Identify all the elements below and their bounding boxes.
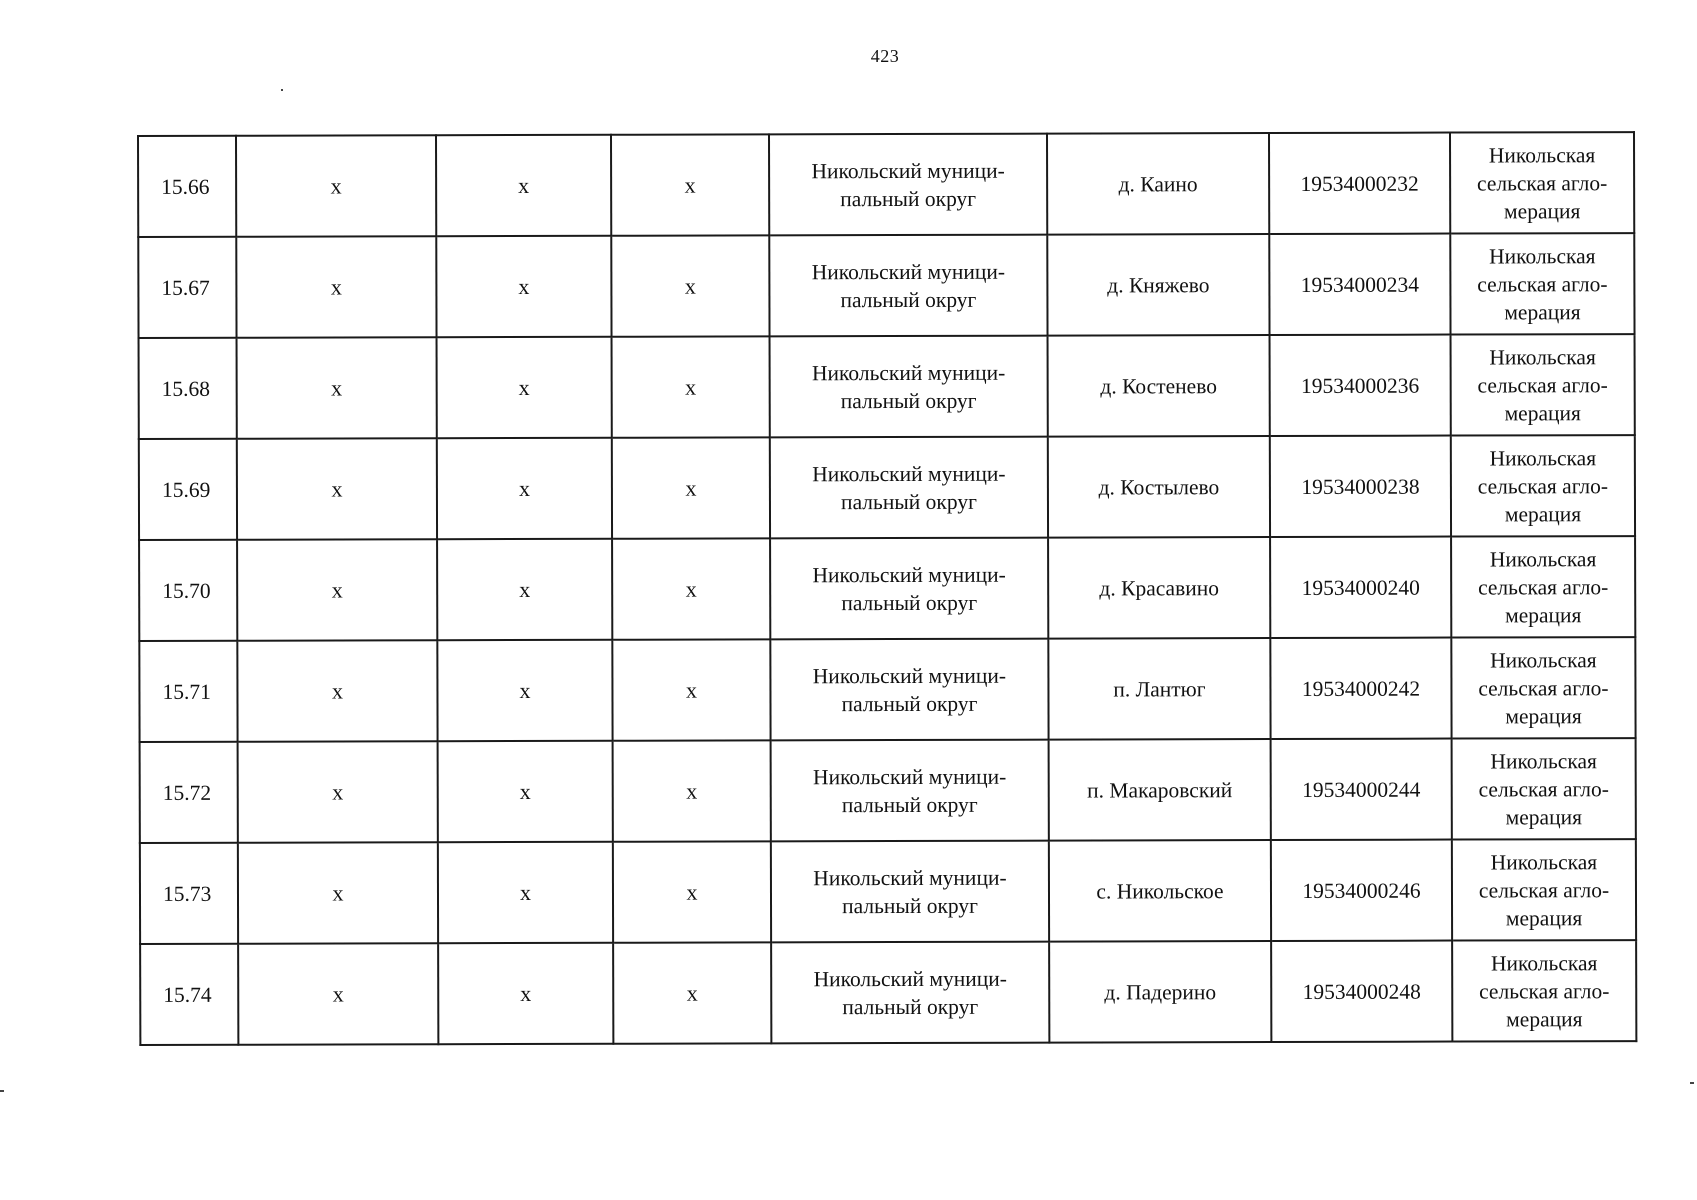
table-row — [138, 132, 1634, 237]
agglomeration-line: сельская агло- — [1477, 372, 1608, 397]
district-cell — [771, 740, 1049, 842]
agglomeration-line: Никольская — [1490, 849, 1598, 874]
district-line: пальный округ — [842, 994, 979, 1019]
x-mark-cell: x — [612, 437, 770, 538]
district-line: пальный округ — [840, 287, 977, 312]
x-mark-cell: x — [611, 134, 769, 235]
district-line: пальный округ — [841, 792, 978, 817]
x-mark-cell: x — [237, 438, 437, 540]
x-mark-cell: x — [238, 741, 438, 843]
table-row — [139, 637, 1635, 742]
district-line: Никольский муници- — [812, 562, 1006, 587]
district-line: Никольский муници- — [811, 360, 1006, 385]
x-mark-cell: x — [438, 943, 613, 1044]
x-mark-cell: x — [613, 740, 771, 841]
row-number-cell: 15.68 — [139, 338, 237, 439]
row-number-cell: 15.70 — [139, 540, 237, 641]
district-line: Никольский муници- — [813, 865, 1007, 890]
agglomeration-cell — [1452, 738, 1636, 839]
x-mark-cell: x — [438, 741, 613, 842]
district-cell — [770, 336, 1048, 438]
page-number: 423 — [870, 46, 900, 66]
agglomeration-line: сельская агло- — [1478, 877, 1610, 902]
x-mark-cell: x — [236, 236, 436, 338]
district-line: пальный округ — [840, 186, 977, 211]
table-row — [140, 839, 1636, 944]
oktmo-code-cell: 19534000232 — [1269, 133, 1450, 234]
settlement-cell: д. Костенево — [1048, 335, 1270, 437]
table-row — [140, 940, 1636, 1045]
oktmo-code-cell: 19534000238 — [1270, 436, 1451, 537]
oktmo-code-cell: 19534000246 — [1271, 840, 1452, 941]
oktmo-code-cell: 19534000242 — [1270, 638, 1451, 739]
row-number-cell: 15.67 — [138, 237, 236, 338]
agglomeration-cell — [1452, 839, 1636, 940]
agglomeration-line: Никольская — [1490, 748, 1597, 773]
x-mark-cell: x — [613, 841, 771, 942]
x-mark-cell: x — [437, 640, 612, 741]
district-line: пальный округ — [842, 893, 978, 918]
district-line: Никольский муници- — [812, 764, 1007, 789]
row-number-cell: 15.72 — [140, 742, 238, 843]
agglomeration-cell — [1451, 334, 1635, 435]
district-line: Никольский муници- — [811, 259, 1006, 284]
table-row — [139, 334, 1635, 439]
oktmo-code-cell: 19534000240 — [1270, 537, 1451, 638]
x-mark-cell: x — [613, 942, 771, 1043]
settlement-cell: п. Лантюг — [1048, 638, 1270, 740]
row-number-cell: 15.69 — [139, 439, 237, 540]
agglomeration-line: сельская агло- — [1479, 978, 1610, 1003]
agglomeration-line: мерация — [1505, 905, 1583, 930]
district-cell — [771, 942, 1049, 1044]
agglomeration-line: мерация — [1504, 198, 1581, 223]
x-mark-cell: x — [236, 135, 436, 237]
agglomeration-line: мерация — [1504, 400, 1581, 425]
scan-speck — [1690, 1082, 1694, 1084]
row-number-cell: 15.74 — [140, 944, 238, 1045]
agglomeration-cell — [1450, 233, 1634, 334]
row-number-cell: 15.66 — [138, 136, 236, 237]
row-number-cell: 15.71 — [139, 641, 237, 742]
district-line: Никольский муници- — [812, 461, 1006, 486]
district-line: пальный округ — [841, 489, 977, 514]
oktmo-code-cell: 19534000244 — [1271, 739, 1452, 840]
district-cell — [769, 134, 1047, 236]
agglomeration-line: сельская агло- — [1477, 271, 1608, 296]
settlement-cell: д. Костылево — [1048, 436, 1270, 538]
district-cell — [770, 437, 1048, 539]
district-line: Никольский муници- — [812, 663, 1007, 688]
agglomeration-line: мерация — [1505, 703, 1582, 728]
scan-speck — [0, 1090, 4, 1092]
x-mark-cell: x — [238, 943, 438, 1045]
settlement-cell: п. Макаровский — [1049, 739, 1271, 841]
x-mark-cell: x — [237, 337, 437, 439]
agglomeration-line: сельская агло- — [1478, 675, 1609, 700]
agglomeration-line: Никольская — [1489, 546, 1597, 571]
x-mark-cell: x — [437, 337, 612, 438]
x-mark-cell: x — [437, 438, 612, 539]
settlements-table — [137, 131, 1637, 1046]
district-cell — [769, 235, 1047, 337]
agglomeration-cell — [1452, 940, 1636, 1041]
agglomeration-line: Никольская — [1489, 344, 1596, 369]
agglomeration-line: Никольская — [1489, 445, 1597, 470]
oktmo-code-cell: 19534000236 — [1270, 335, 1451, 436]
scan-speck — [281, 89, 283, 91]
agglomeration-line: сельская агло- — [1478, 776, 1609, 801]
settlement-cell: д. Красавино — [1048, 537, 1270, 639]
settlement-cell: с. Никольское — [1049, 840, 1271, 942]
table-row — [138, 233, 1634, 338]
x-mark-cell: x — [437, 539, 612, 640]
agglomeration-cell — [1451, 536, 1635, 637]
agglomeration-cell — [1450, 132, 1634, 233]
x-mark-cell: x — [238, 842, 438, 944]
oktmo-code-cell: 19534000234 — [1269, 234, 1450, 335]
district-line: пальный округ — [840, 388, 977, 413]
table-row — [139, 435, 1635, 540]
row-number-cell: 15.73 — [140, 843, 238, 944]
settlement-cell: д. Княжево — [1047, 234, 1269, 336]
district-cell — [770, 639, 1048, 741]
x-mark-cell: x — [612, 538, 770, 639]
x-mark-cell: x — [436, 135, 611, 236]
district-line: Никольский муници- — [811, 158, 1005, 183]
agglomeration-line: мерация — [1504, 501, 1582, 526]
x-mark-cell: x — [612, 639, 770, 740]
table-body — [138, 132, 1636, 1045]
x-mark-cell: x — [237, 539, 437, 641]
agglomeration-line: сельская агло- — [1478, 574, 1609, 599]
district-line: пальный округ — [841, 691, 978, 716]
agglomeration-line: Никольская — [1490, 647, 1597, 672]
oktmo-code-cell: 19534000248 — [1271, 941, 1452, 1042]
agglomeration-line: мерация — [1505, 804, 1582, 829]
agglomeration-line: мерация — [1504, 299, 1581, 324]
agglomeration-line: сельская агло- — [1476, 170, 1608, 195]
district-cell — [771, 841, 1049, 943]
district-cell — [770, 538, 1048, 640]
x-mark-cell: x — [611, 235, 769, 336]
table-row — [139, 536, 1635, 641]
agglomeration-line: сельская агло- — [1477, 473, 1609, 498]
agglomeration-line: мерация — [1506, 1006, 1583, 1031]
agglomeration-cell — [1451, 637, 1635, 738]
district-line: пальный округ — [841, 590, 978, 615]
settlement-cell: д. Каино — [1047, 133, 1269, 235]
agglomeration-line: мерация — [1505, 602, 1582, 627]
agglomeration-line: Никольская — [1490, 950, 1598, 975]
x-mark-cell: x — [438, 842, 613, 943]
settlement-cell: д. Падерино — [1049, 941, 1271, 1043]
document-table-wrapper — [137, 131, 1635, 1046]
table-row — [140, 738, 1636, 843]
agglomeration-cell — [1451, 435, 1635, 536]
agglomeration-line: Никольская — [1488, 142, 1596, 167]
district-line: Никольский муници- — [813, 966, 1007, 991]
x-mark-cell: x — [436, 236, 611, 337]
x-mark-cell: x — [612, 336, 770, 437]
agglomeration-line: Никольская — [1489, 243, 1596, 268]
x-mark-cell: x — [237, 640, 437, 742]
